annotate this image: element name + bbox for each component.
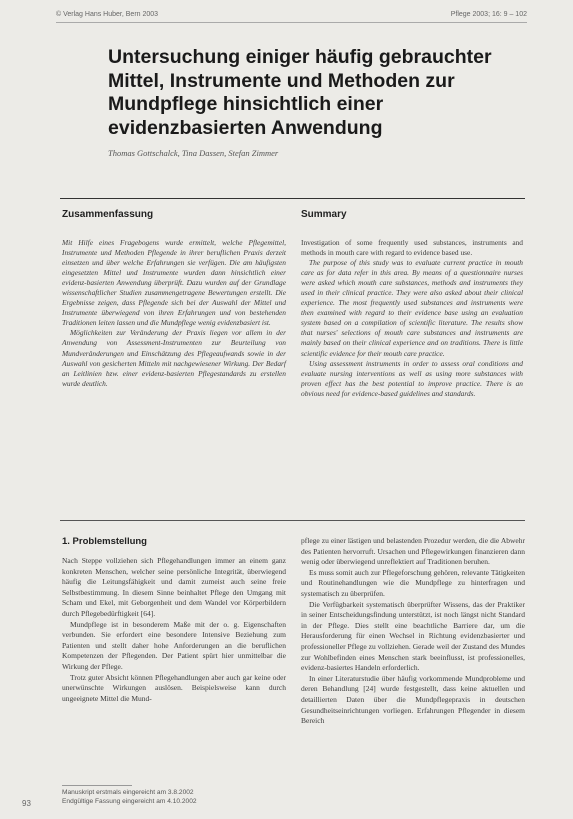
abstract-de-body xyxy=(62,238,286,389)
abstract-en-body xyxy=(301,238,523,399)
abstract-de-paragraph-2: Möglichkeiten zur Veränderung der Praxis liegen vor allem in der Anwendung von Assessment-Instrumenten zur Beurteilung von Mundveränderungen und Einschätzung des Pflegeaufwands sowie in der Auswahl von gesicherten Mitteln mit nachgewiesener Wirkung. Der Bedarf an Leitlinien bzw. einer evidenz-basierten Pflegestandards zu erstellen wurde deutlich. xyxy=(62,328,286,388)
abstract-bottom-rule xyxy=(60,520,525,521)
body-paragraph: pflege zu einer lästigen und belastenden Prozedur werden, die die Abwehr des Patienten hervorruft. Ursachen und Pflegewirkungen finanzieren dann wenig oder überwiegend unreflektiert auf Traditionen beruhen. xyxy=(301,536,525,567)
header-rule xyxy=(56,22,527,23)
page-number: 93 xyxy=(22,799,31,808)
footnote-line-2: Endgültige Fassung eingereicht am 4.10.2002 xyxy=(62,797,197,805)
body-paragraph: Trotz guter Absicht können Pflegehandlungen aber auch gar keine oder unerwünschte Wirkungen auslösen. Beispielsweise kann durch ungeeignete Mittel die Mund- xyxy=(62,672,286,703)
abstract-top-rule xyxy=(60,198,525,199)
body-paragraph: Es muss somit auch zur Pflegeforschung gehören, relevante Tätigkeiten und Routinehandlungen wie die Mundpflege zu hinterfragen und systematisch zu überprüfen. xyxy=(301,567,525,598)
body-paragraph: Die Verfügbarkeit systematisch überprüfter Wissens, das der Praktiker in seiner Entscheidungsfindung unterstützt, ist noch längst nicht Standard in der Pflege. Dies stellt eine beachtliche Barriere dar, um die Herausforderung für einen Wechsel in Richtung evidenzbasierter und professioneller Pflege zu vollziehen. Gerade weil der Zustand des Mundes zur Wohlbefinden eines Menschen stark beeinflusst, ist professionelles, evidenz-basiertes Handeln erforderlich. xyxy=(301,599,525,673)
body-paragraph: Nach Steppe vollziehen sich Pflegehandlungen immer an einem ganz konkreten Menschen, welcher seine persönliche Integrität, überwiegend häufig die Leitungsfähigkeit und damit zumeist auch seine freie Selbstbestimmung. In diesem Sinne beinhaltet Pflege den Umgang mit Scham und Ekel, mit Geborgenheit und dem Wandel vor Körperbildern durch Pflegebedürftigkeit [64]. xyxy=(62,556,286,618)
abstract-en-paragraph-3: Using assessment instruments in order to assess oral conditions and evaluate nursing interventions as well as using more substances with proven effect has the best potential to improve practice. There is an obvious need for evidence-based guidelines and standards. xyxy=(301,358,523,398)
running-header-right: Pflege 2003; 16: 9 – 102 xyxy=(450,11,527,18)
abstract-en-paragraph-2: The purpose of this study was to evaluate current practice in mouth care as for data refer in this area. By means of a questionnaire nurses were asked which mouth care substances, methods and instruments they used in their clinical practice. They were also asked about their clinical experience. The most frequently used substances and instruments were then examined with regard to their evidence base using an evaluation system based on a compilation of scientific literature. The results show that nurses' selections of mouth care substances and instruments are mainly based on their clinical experience and on traditions. There is little scientific evidence for their mouth care practice. xyxy=(301,258,523,358)
running-header-left: © Verlag Hans Huber, Bern 2003 xyxy=(56,11,159,18)
submission-footnote xyxy=(62,789,197,806)
footnote-rule xyxy=(62,785,132,786)
section-1-heading: 1. Problemstellung xyxy=(62,536,147,547)
section-1-right-column xyxy=(301,536,525,727)
article-title: Untersuchung einiger häufig gebrauchter Mittel, Instrumente und Methoden zur Mundpflege hinsichtlich einer evidenzbasierten Anwendung xyxy=(108,46,492,139)
section-1-left-column xyxy=(62,556,286,704)
footnote-line-1: Manuskript erstmals eingereicht am 3.8.2002 xyxy=(62,789,194,796)
body-paragraph: Mundpflege ist in besonderem Maße mit der o. g. Eigenschaften verbunden. Sie erfordert eine besondere Intensive Beziehung zum Patienten und stellt daher hohe Anforderungen an die beruflichen Kompetenzen der Pflegenden. Der Patient spürt hier unmittelbar die Wirkung der Pflege. xyxy=(62,619,286,671)
abstract-de-paragraph-1: Mit Hilfe eines Fragebogens wurde ermittelt, welche Pflegemittel, Instrumente und Methoden Pflegende in ihrer beruflichen Praxis derzeit einsetzen und über welche Erfahrungen sie verfügen. Die am häufigsten eingesetzten Mittel und Instrumente wurden dann hinsichtlich einer evidenz-basierten Anwendung überprüft. Dazu wurden auf der Grundlage wissenschaftlicher Studien zusammengetragene Bewertungen erstellt. Die Ergebnisse zeigen, dass Pflegende sich bei der Auswahl der Mittel und Instrumente überwiegend von ihren Erfahrungen und von bestehenden Traditionen leiten lassen und die Mundpflege wenig evidenzbasiert ist. xyxy=(62,238,286,328)
abstract-en-paragraph-1: Investigation of some frequently used substances, instruments and methods in mouth care with regard to evidence based use. xyxy=(301,238,523,258)
article-authors: Thomas Gottschalck, Tina Dassen, Stefan Zimmer xyxy=(108,148,279,158)
abstract-en-heading: Summary xyxy=(301,209,347,220)
abstract-de-heading: Zusammenfassung xyxy=(62,209,154,220)
body-paragraph: In einer Literaturstudie über häufig vorkommende Mundprobleme und deren Behandlung [24] wurde festgestellt, dass keine aktuellen und detaillierten Daten über die Mundpflegepraxis in deutschen Gesundheitseinrichtungen vorliegen. Erfahrungen Pflegender in diesem Bereich xyxy=(301,673,525,726)
